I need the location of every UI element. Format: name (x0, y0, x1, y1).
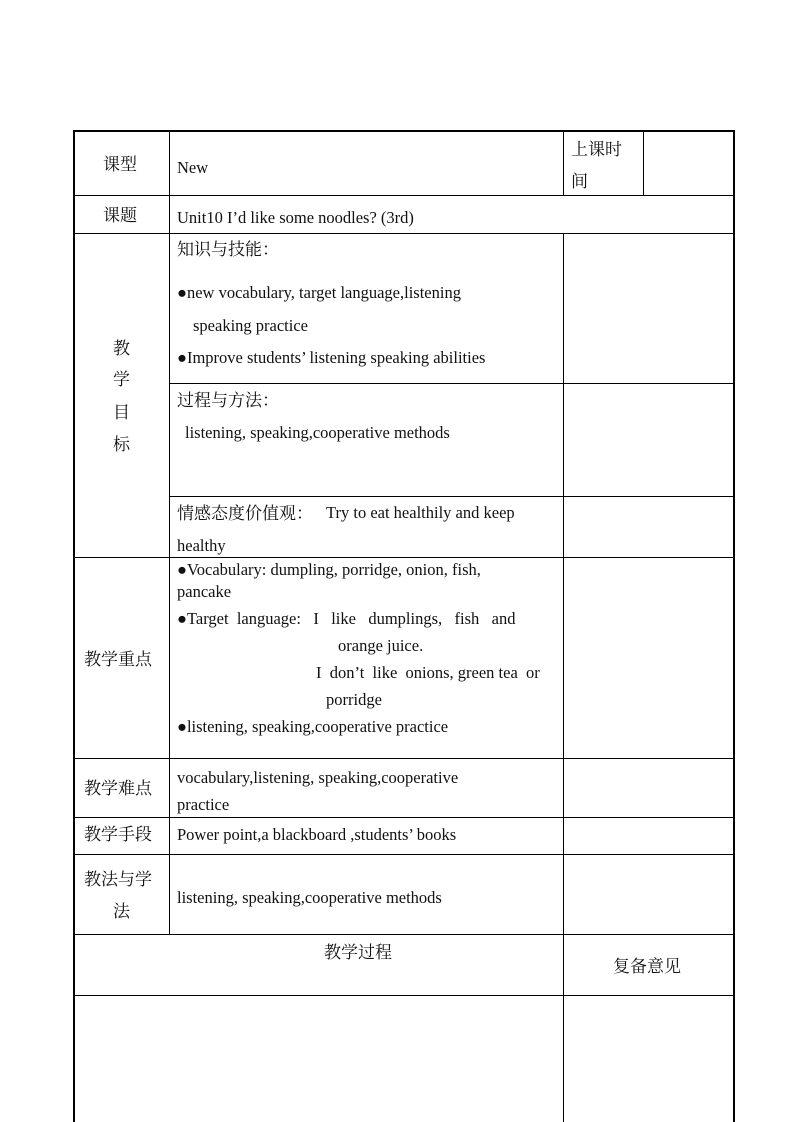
key-point-line: ●Vocabulary: dumpling, porridge, onion, fish, (177, 560, 481, 579)
objectives-label-char: 标 (113, 435, 130, 455)
key-points-label: 教学重点 (84, 650, 152, 670)
col-line-header-2 (643, 131, 644, 195)
review-notes-header: 复备意见 (613, 957, 681, 977)
objectives-label-char: 目 (113, 403, 130, 423)
row-line (74, 557, 734, 558)
methods-value: listening, speaking,cooperative methods (177, 888, 442, 907)
process-method-heading: 过程与方法： (177, 391, 279, 411)
row-line (169, 496, 734, 497)
emotion-heading: 情感态度价值观： (177, 504, 313, 524)
table-border-left (73, 130, 75, 1122)
difficulties-text: vocabulary,listening, speaking,cooperative (177, 768, 459, 787)
key-point-line: pancake (177, 582, 232, 601)
topic-label: 课题 (103, 206, 137, 226)
row-line (169, 383, 734, 384)
col-line-notes (563, 233, 564, 1122)
row-line (74, 195, 734, 196)
emotion-text: Try to eat healthily and keep (326, 503, 515, 522)
key-point-line: I don’t like onions, green tea or (316, 663, 540, 682)
key-point-line: ●Target language: I like dumplings, fish and (177, 609, 516, 628)
lesson-type-value: New (177, 158, 209, 177)
emotion-text-cont: healthy (177, 536, 226, 555)
row-line (74, 233, 734, 234)
row-line (74, 934, 734, 935)
process-method-text: listening, speaking,cooperative methods (185, 423, 450, 442)
key-point-line: ●listening, speaking,cooperative practice (177, 717, 449, 736)
knowledge-heading: 知识与技能： (177, 240, 279, 260)
col-line-header-1 (563, 131, 564, 195)
class-time-label: 上课时 (571, 140, 622, 160)
lesson-type-label: 课型 (103, 155, 137, 175)
review-notes-cell[interactable] (565, 997, 733, 1122)
means-label: 教学手段 (84, 825, 152, 845)
means-value: Power point,a blackboard ,students’ books (177, 825, 457, 844)
objectives-label-char: 教 (113, 339, 130, 359)
row-line (74, 758, 734, 759)
objectives-label-char: 学 (113, 370, 130, 390)
table-border-right (733, 130, 735, 1122)
class-time-label-cont: 间 (571, 172, 588, 192)
table-border-top (73, 130, 735, 132)
methods-label-cont: 法 (113, 902, 130, 922)
row-line (74, 854, 734, 855)
difficulties-label: 教学难点 (84, 779, 152, 799)
key-point-line: porridge (326, 690, 382, 709)
topic-value: Unit10 I’d like some noodles? (3rd) (177, 208, 414, 227)
knowledge-item: ●Improve students’ listening speaking abilities (177, 348, 486, 367)
knowledge-item: ●new vocabulary, target language,listening (177, 283, 461, 302)
teaching-process-header: 教学过程 (324, 943, 392, 963)
methods-label: 教法与学 (84, 870, 152, 890)
key-point-line: orange juice. (338, 636, 424, 655)
row-line (74, 995, 734, 996)
row-line (74, 817, 734, 818)
col-line-label (169, 131, 170, 934)
difficulties-text-cont: practice (177, 795, 230, 814)
teaching-process-cell[interactable] (75, 997, 563, 1122)
knowledge-item-cont: speaking practice (193, 316, 308, 335)
